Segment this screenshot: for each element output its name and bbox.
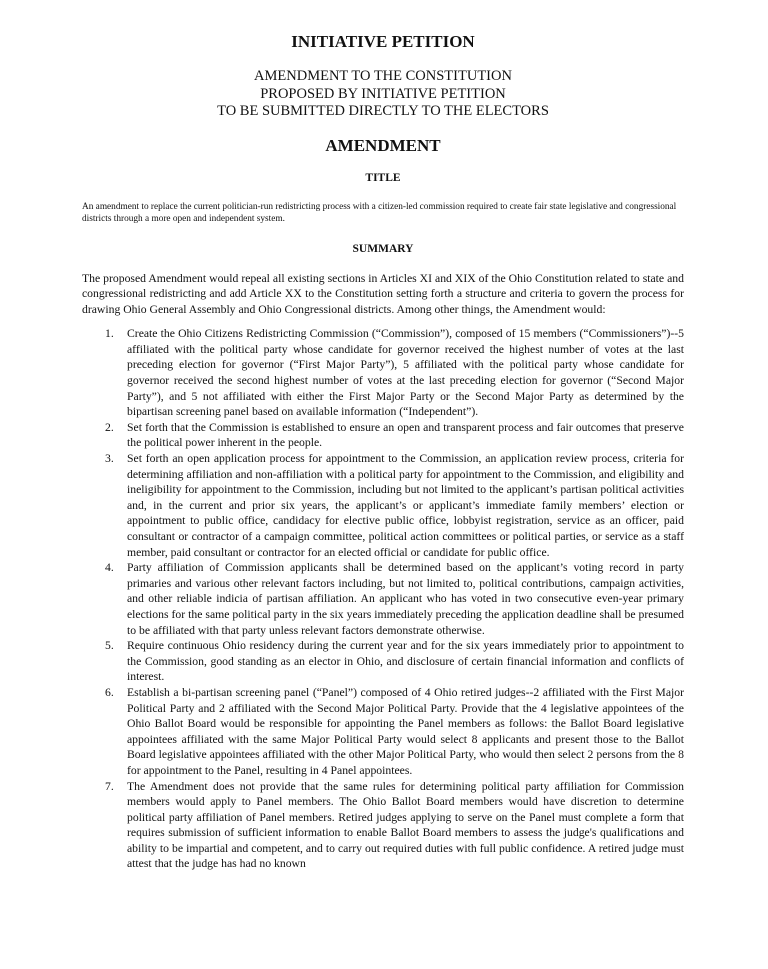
list-item-text: Create the Ohio Citizens Redistricting Commission (“Commission”), composed of 15 members (“Commissioners”)--5 affiliated with the political party whose candidate for governor received the highest number of votes at the last preceding election for governor (“First Major Party”), 5 affiliated with the political party whose candidate for governor received the second highest number of votes at the last preceding election for governor (“Second Major Party”), and 5 not affiliated with either the First Major Party or the Second Major Party as determined by the bipartisan screening panel based on available information (“Independent”). [127,327,684,419]
amendment-heading: AMENDMENT [325,135,441,155]
list-item [82,326,684,420]
subtitle-line: AMENDMENT TO THE CONSTITUTION [254,68,512,84]
list-item [82,779,684,873]
list-item-text: Require continuous Ohio residency during the current year and for the six years immediately prior to appointment to the Commission, good standing as an elector in Ohio, and disclosure of certain financial information and conflicts of interest. [127,639,684,684]
summary-label: SUMMARY [352,242,414,255]
list-item [82,420,684,451]
title-text: An amendment to replace the current politician-run redistricting process with a citizen-led commission required to create fair state legislative and congressional districts through a more open and independent system. [82,201,677,224]
list-item [82,638,684,685]
list-item-text: Party affiliation of Commission applicants shall be determined based on the applicant’s voting record in party primaries and various other relevant factors including, but not limited to, political contributions, campaign activities, and other reliable indicia of partisan affiliation. An applicant who has voted in two consecutive even-year primary elections for the same political party in the six years immediately preceding the application deadline shall be presumed to be affiliated with that party unless relevant factors demonstrate otherwise. [127,561,684,637]
list-item-text: Establish a bi-partisan screening panel (“Panel”) composed of 4 Ohio retired judges--2 affiliated with the First Major Political Party and 2 affiliated with the Second Major Political Party. Provide that the 4 legislative appointees of the Ohio Ballot Board would be responsible for appointing the Panel members as follows: the Ballot Board legislative appointees affiliated with the same Major Political Party would select 8 applicants and present those to the Ballot Board legislative appointees affiliated with the other Major Political Party, who would then select 2 persons from the 8 for appointment to the Panel, resulting in 4 Panel appointees. [127,685,684,777]
title-label: TITLE [365,171,401,184]
list-item [82,451,684,560]
subtitle-line: PROPOSED BY INITIATIVE PETITION [260,85,506,102]
list-item-number: 3. [105,452,114,466]
list-item-number: 4. [105,561,114,575]
list-item-number: 5. [105,639,114,653]
summary-intro: The proposed Amendment would repeal all existing sections in Articles XI and XIX of the Ohio Constitution related to state and congressional redistricting and add Article XX to the Constitution setting forth a structure and criteria to govern the process for drawing Ohio General Assembly and Ohio Congressional districts. Among other things, the Amendment would: [82,271,684,316]
list-item-number: 7. [105,779,114,793]
list-item [82,560,684,638]
list-item-text: The Amendment does not provide that the same rules for determining political party affiliation for Commission members would apply to Panel members. The Ohio Ballot Board members would have discretion to determine political party affiliation of Panel members. Retired judges applying to serve on the Panel must complete a form that requires submission of sufficient information to enable Ballot Board members to assess the judge's qualifications and ability to be impartial and competent, and to carry out required duties with full public confidence. A retired judge must attest that the judge has had no known [127,779,684,871]
list-item-number: 6. [105,685,114,699]
page-title: INITIATIVE PETITION [291,32,475,51]
list-item [82,685,684,779]
subtitle-line: TO BE SUBMITTED DIRECTLY TO THE ELECTORS [217,103,549,119]
summary-list [82,326,684,872]
list-item-text: Set forth an open application process for appointment to the Commission, an application review process, criteria for determining affiliation and non-affiliation with a political party for appointment to the Commission, and eligibility and ineligibility for appointment to the Commission, including but not limited to the applicant’s partisan political activities and, in the current and prior six years, the applicant’s or applicant’s immediate family members’ election or appointment to public office, candidacy for elective public office, lobbyist registration, service as an officer, paid consultant or contractor of a campaign committee, political action committees or political parties, or service as a staff member, paid consultant or contractor for an elected official or candidate for public office. [127,452,684,559]
list-item-number: 2. [105,420,114,434]
list-item-number: 1. [105,327,114,341]
list-item-text: Set forth that the Commission is established to ensure an open and transparent process and fair outcomes that preserve the political power inherent in the people. [127,420,684,450]
subtitle-block [82,68,684,121]
